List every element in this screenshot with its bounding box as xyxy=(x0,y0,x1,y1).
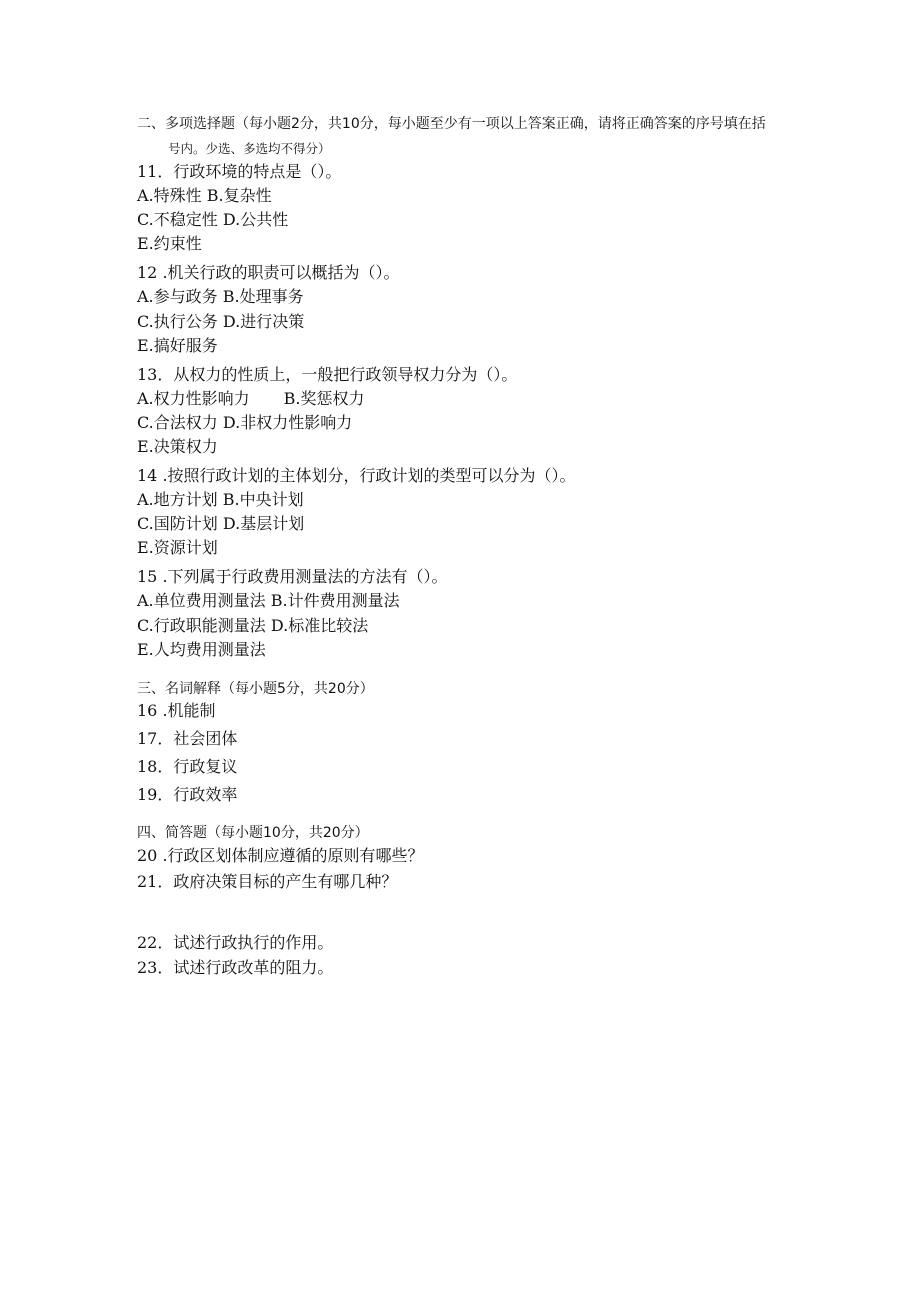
question-13-option-e: E.决策权力 xyxy=(137,437,218,456)
short-answer-21: 21．政府决策目标的产生有哪几种？ xyxy=(137,872,398,891)
question-12-options-ab: A.参与政务 B.处理事务 xyxy=(137,287,304,306)
short-answer-20: 20 .行政区划体制应遵循的原则有哪些？ xyxy=(137,846,424,865)
question-15-option-e: E.人均费用测量法 xyxy=(137,640,266,659)
question-11-options-ab: A.特殊性 B.复杂性 xyxy=(137,186,272,205)
section-4-heading: 四、简答题（每小题10分，共20分） xyxy=(137,825,369,841)
question-11-options-cd: C.不稳定性 D.公共性 xyxy=(137,210,289,229)
question-13-stem: 13．从权力的性质上，一般把行政领导权力分为（）。 xyxy=(137,365,518,384)
question-13-options-ab xyxy=(137,389,365,409)
question-13-option-a: A.权力性影响力 xyxy=(137,389,250,408)
section-2-heading-continuation: 号内。少选、多选均不得分） xyxy=(168,141,331,156)
question-15-stem: 15 .下列属于行政费用测量法的方法有（）。 xyxy=(137,567,448,586)
term-19: 19．行政效率 xyxy=(137,785,238,804)
question-14-option-e: E.资源计划 xyxy=(137,538,218,557)
section-2-heading: 二、多项选择题（每小题2分，共10分，每小题至少有一项以上答案正确，请将正确答案的序号填在括 xyxy=(137,116,766,132)
short-answer-23: 23．试述行政改革的阻力。 xyxy=(137,958,334,977)
question-12-option-e: E.搞好服务 xyxy=(137,336,218,355)
question-14-options-cd: C.国防计划 D.基层计划 xyxy=(137,514,305,533)
term-17: 17．社会团体 xyxy=(137,729,238,748)
question-14-stem: 14 .按照行政计划的主体划分，行政计划的类型可以分为（）。 xyxy=(137,466,576,485)
question-11-option-e: E.约束性 xyxy=(137,234,202,253)
term-16: 16 .机能制 xyxy=(137,701,216,720)
question-11-stem: 11．行政环境的特点是（）。 xyxy=(137,162,342,181)
question-15-options-ab: A.单位费用测量法 B.计件费用测量法 xyxy=(137,591,400,610)
question-13-option-b: B.奖惩权力 xyxy=(283,389,365,408)
question-12-stem: 12 .机关行政的职责可以概括为（）。 xyxy=(137,263,400,282)
question-14-options-ab: A.地方计划 B.中央计划 xyxy=(137,490,304,509)
question-13-options-cd: C.合法权力 D.非权力性影响力 xyxy=(137,413,353,432)
question-12-options-cd: C.执行公务 D.进行决策 xyxy=(137,312,305,331)
section-3-heading: 三、名词解释（每小题5分，共20分） xyxy=(137,681,374,697)
question-15-options-cd: C.行政职能测量法 D.标准比较法 xyxy=(137,616,369,635)
term-18: 18．行政复议 xyxy=(137,757,238,776)
short-answer-22: 22．试述行政执行的作用。 xyxy=(137,933,334,952)
